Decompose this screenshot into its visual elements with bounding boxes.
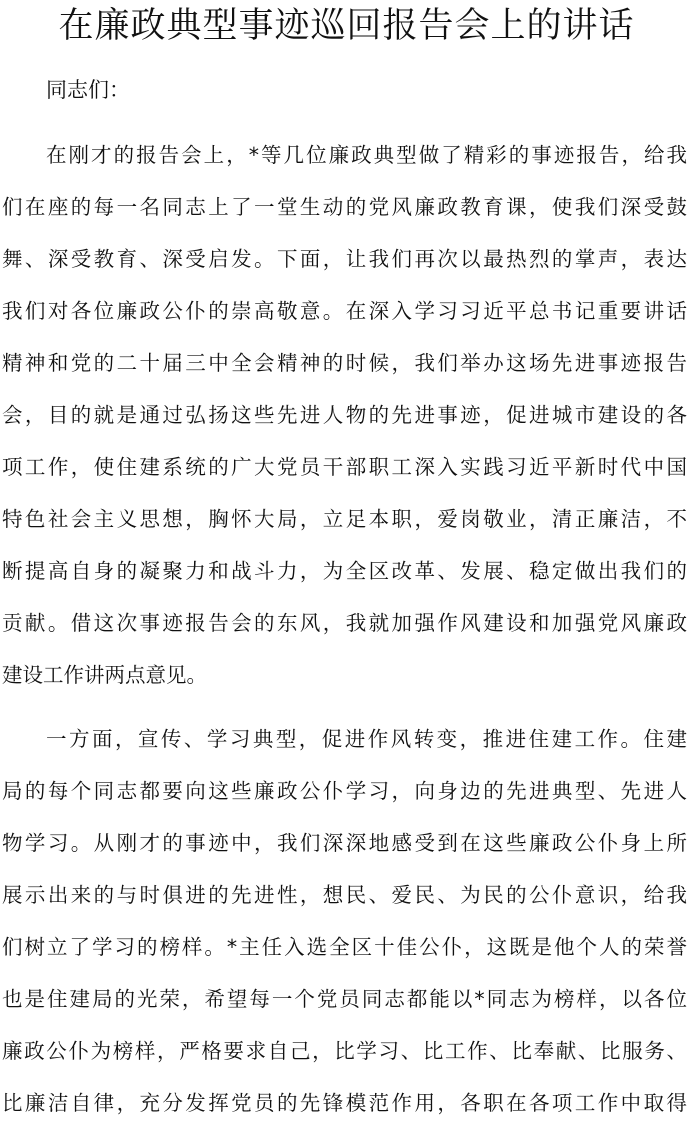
salutation: 同志们： <box>46 78 130 102</box>
paragraph-line: 断提高自身的凝聚力和战斗力，为全区改革、发展、稳定做出我们的 <box>2 559 687 583</box>
paragraph-line: 物学习。从刚才的事迹中，我们深深地感受到在这些廉政公仆身上所 <box>2 831 687 855</box>
paragraph-2 <box>0 721 693 1137</box>
paragraph-line: 精神和党的二十届三中全会精神的时候，我们举办这场先进事迹报告 <box>2 351 687 375</box>
paragraph-line: 们在座的每一名同志上了一堂生动的党风廉政教育课，使我们深受鼓 <box>2 195 687 219</box>
document-title: 在廉政典型事迹巡回报告会上的讲话 <box>58 6 635 46</box>
paragraph-line: 在刚才的报告会上，*等几位廉政典型做了精彩的事迹报告，给我 <box>46 143 687 167</box>
paragraph-line: 比廉洁自律，充分发挥党员的先锋模范作用，各职在各项工作中取得 <box>2 1091 687 1115</box>
paragraph-line: 贡献。借这次事迹报告会的东风，我就加强作风建设和加强党风廉政 <box>2 611 687 635</box>
paragraph-line: 廉政公仆为榜样，严格要求自己，比学习、比工作、比奉献、比服务、 <box>2 1039 687 1063</box>
paragraph-line: 们树立了学习的榜样。*主任入选全区十佳公仆，这既是他个人的荣誉 <box>2 935 687 959</box>
paragraph-line: 会，目的就是通过弘扬这些先进人物的先进事迹，促进城市建设的各 <box>2 403 687 427</box>
paragraph-line: 特色社会主义思想，胸怀大局，立足本职，爱岗敬业，清正廉洁，不 <box>2 507 687 531</box>
paragraph-line: 项工作，使住建系统的广大党员干部职工深入实践习近平新时代中国 <box>2 455 687 479</box>
paragraph-line: 一方面，宣传、学习典型，促进作风转变，推进住建工作。住建 <box>46 727 687 751</box>
paragraph-1 <box>0 137 693 709</box>
paragraph-line: 我们对各位廉政公仆的崇高敬意。在深入学习习近平总书记重要讲话 <box>2 299 687 323</box>
paragraph-line: 舞、深受教育、深受启发。下面，让我们再次以最热烈的掌声，表达 <box>2 247 687 271</box>
paragraph-line: 展示出来的与时俱进的先进性，想民、爱民、为民的公仆意识，给我 <box>2 883 687 907</box>
paragraph-line: 建设工作讲两点意见。 <box>2 663 207 687</box>
paragraph-line: 局的每个同志都要向这些廉政公仆学习，向身边的先进典型、先进人 <box>2 779 687 803</box>
paragraph-line: 也是住建局的光荣，希望每一个党员同志都能以*同志为榜样，以各位 <box>2 987 687 1011</box>
